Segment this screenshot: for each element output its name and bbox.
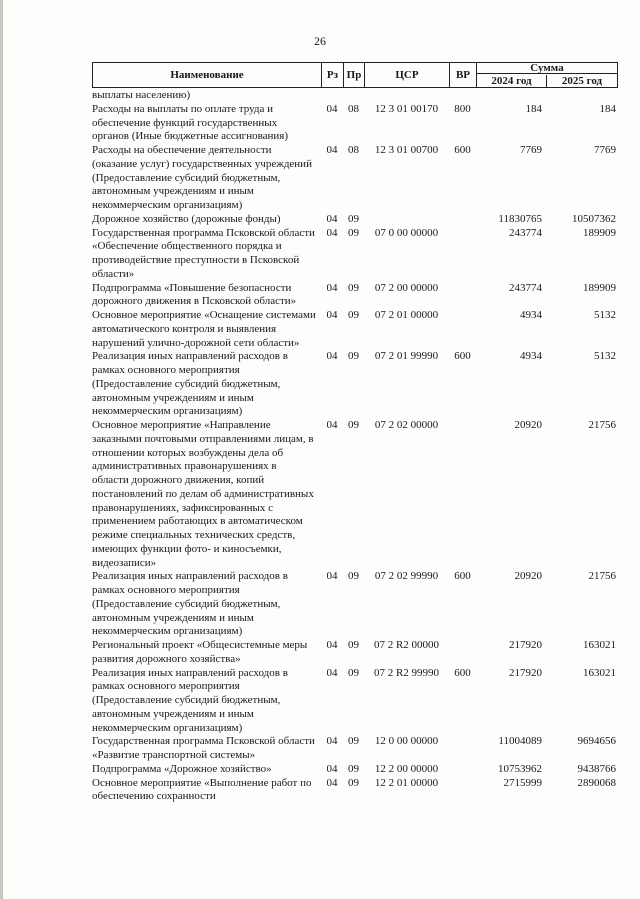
row-sum-2025: 10507362 (572, 212, 616, 225)
row-rz (321, 89, 343, 103)
row-sum-2025: 163021 (583, 666, 616, 679)
row-name: Подпрограмма «Повышение безопасности дорожного движения в Псковской области» (92, 281, 297, 308)
row-csr: 07 2 02 99990 (374, 570, 439, 583)
table-row (92, 570, 618, 639)
row-sum-2024: 4934 (520, 309, 542, 321)
row-vr (449, 639, 476, 667)
row-sum-2024: 217920 (509, 639, 542, 651)
scan-edge (0, 0, 3, 899)
row-name: Подпрограмма «Дорожное хозяйство» (92, 762, 272, 775)
table-row (92, 777, 618, 805)
row-name: Государственная программа Псковской области «Обеспечение общественного порядка и противодействие преступности в Псковской области» (92, 226, 315, 280)
header-year-2024: 2024 год (477, 75, 547, 87)
row-vr (449, 777, 476, 805)
row-csr: 12 3 01 00170 (374, 102, 439, 115)
table-row (92, 309, 618, 350)
row-sum-2025: 163021 (583, 639, 616, 651)
table-row (92, 89, 618, 103)
row-sum-2024: 184 (525, 102, 542, 115)
row-sum-2024: 243774 (509, 226, 542, 239)
row-sum-2025: 21756 (588, 570, 616, 583)
row-csr (364, 89, 449, 103)
row-csr: 07 2 R2 00000 (373, 639, 440, 651)
table-row (92, 763, 618, 777)
row-pr: 09 (348, 226, 359, 239)
row-pr: 09 (348, 762, 359, 775)
row-sum-2025: 7769 (594, 144, 616, 156)
row-name: Дорожное хозяйство (дорожные фонды) (92, 212, 281, 225)
row-vr: 600 (454, 350, 471, 363)
table-row (92, 282, 618, 310)
row-sum-2024: 217920 (509, 666, 542, 679)
row-name: Основное мероприятие «Оснащение системами автоматического контроля и выявления нарушений улично-дорожной сети области» (92, 309, 316, 349)
row-rz: 04 (326, 735, 338, 748)
header-rz: Рз (322, 63, 344, 87)
row-csr: 07 2 00 00000 (374, 281, 439, 294)
row-name: Региональный проект «Общесистемные меры развития дорожного хозяйства» (92, 639, 308, 665)
row-name: Реализация иных направлений расходов в рамках основного мероприятия (Предоставление субсидий бюджетным, автономным учреждениям и иным некоммерческим организациям) (92, 666, 288, 734)
row-vr (449, 309, 476, 350)
row-sum-2025: 5132 (594, 350, 616, 363)
row-pr: 09 (348, 419, 359, 431)
row-name: Реализация иных направлений расходов в рамках основного мероприятия (Предоставление субсидий бюджетным, автономным учреждениям и иным некоммерческим организациям) (92, 350, 288, 418)
row-sum-2024 (476, 89, 546, 103)
row-vr (449, 735, 476, 763)
row-rz: 04 (326, 570, 338, 583)
row-pr: 09 (348, 776, 359, 789)
table-header (92, 62, 618, 88)
row-sum-2024: 2715999 (503, 776, 542, 789)
row-vr (449, 213, 476, 227)
row-csr (364, 213, 449, 227)
row-rz: 04 (326, 144, 338, 156)
row-sum-2025 (546, 89, 616, 103)
row-sum-2024: 11004089 (498, 735, 542, 748)
row-vr (449, 282, 476, 310)
row-csr: 12 0 00 00000 (374, 735, 439, 748)
row-vr (449, 227, 476, 282)
row-sum-2025: 9438766 (577, 762, 616, 775)
row-sum-2024: 7769 (520, 144, 542, 156)
row-pr: 08 (348, 102, 359, 115)
table-row (92, 103, 618, 144)
row-pr: 09 (348, 281, 359, 294)
row-rz: 04 (326, 212, 338, 225)
row-rz: 04 (326, 762, 338, 775)
row-rz: 04 (326, 102, 338, 115)
header-vr: ВР (450, 63, 477, 87)
table-row (92, 227, 618, 282)
row-vr (449, 89, 476, 103)
table-row (92, 667, 618, 736)
page-number: 26 (314, 34, 326, 48)
table-row (92, 419, 618, 570)
row-pr: 09 (348, 639, 359, 651)
row-sum-2024: 243774 (509, 281, 542, 294)
header-name: Наименование (93, 63, 322, 87)
row-rz: 04 (326, 419, 338, 431)
row-pr: 09 (348, 666, 359, 679)
row-pr: 09 (348, 570, 359, 583)
row-sum-2024: 11830765 (498, 212, 542, 225)
row-csr: 12 2 00 00000 (374, 762, 439, 775)
row-sum-2025: 5132 (594, 309, 616, 321)
row-sum-2025: 184 (599, 102, 616, 115)
row-pr (343, 89, 364, 103)
row-sum-2025: 189909 (583, 226, 616, 239)
header-sum: Сумма (477, 63, 617, 74)
row-csr: 07 2 02 00000 (374, 419, 439, 431)
row-vr: 600 (454, 666, 471, 679)
row-name: Государственная программа Псковской области «Развитие транспортной системы» (92, 735, 315, 761)
row-sum-2024: 10753962 (498, 762, 542, 775)
row-csr: 07 2 R2 99990 (373, 666, 440, 679)
row-rz: 04 (326, 639, 338, 651)
row-name: Реализация иных направлений расходов в рамках основного мероприятия (Предоставление субсидий бюджетным, автономным учреждениям и иным некоммерческим организациям) (92, 570, 288, 638)
row-rz: 04 (326, 666, 338, 679)
row-name: Основное мероприятие «Направление заказными почтовыми отправлениями лицам, в отношении которых возбуждены дела об административных правонарушениях в области дорожного движения, копий постановлений по делам об административных правонарушениях, зафиксированных с применением работающих в автоматическом режиме специальных технических средств, имеющих функции фото- и киносъемки, видеозаписи» (92, 419, 314, 569)
table-row (92, 350, 618, 419)
row-rz: 04 (326, 226, 338, 239)
table-body (92, 89, 618, 804)
row-csr: 12 3 01 00700 (374, 144, 439, 156)
row-pr: 09 (348, 309, 359, 321)
row-sum-2024: 4934 (520, 350, 542, 363)
row-sum-2024: 20920 (514, 570, 542, 583)
header-pr: Пр (344, 63, 365, 87)
row-pr: 09 (348, 212, 359, 225)
row-sum-2025: 21756 (588, 419, 616, 431)
table-row (92, 144, 618, 213)
header-csr: ЦСР (365, 63, 450, 87)
row-csr: 07 2 01 99990 (374, 350, 439, 363)
row-rz: 04 (326, 776, 338, 789)
row-name: Расходы на выплаты по оплате труда и обеспечение функций государственных органов (Иные бюджетные ассигнования) (92, 102, 289, 143)
row-name: Основное мероприятие «Выполнение работ по обеспечению сохранности (92, 776, 312, 803)
row-pr: 09 (348, 735, 359, 748)
table-row (92, 735, 618, 763)
table-row (92, 213, 618, 227)
row-sum-2024: 20920 (514, 419, 542, 431)
row-vr (449, 763, 476, 777)
row-rz: 04 (326, 309, 338, 321)
row-pr: 08 (348, 144, 359, 156)
row-sum-2025: 189909 (583, 281, 616, 294)
row-vr: 600 (454, 570, 471, 583)
row-csr: 07 2 01 00000 (374, 309, 439, 321)
row-csr: 12 2 01 00000 (374, 776, 439, 789)
row-rz: 04 (326, 350, 338, 363)
row-vr: 600 (454, 144, 471, 156)
table-row (92, 639, 618, 667)
header-year-2025: 2025 год (561, 75, 603, 87)
row-vr: 800 (454, 102, 471, 115)
row-sum-2025: 9694656 (577, 735, 616, 748)
row-sum-2025: 2890068 (577, 776, 616, 789)
row-name: выплаты населению) (92, 89, 191, 101)
row-vr (449, 419, 476, 570)
row-pr: 09 (348, 350, 359, 363)
row-name: Расходы на обеспечение деятельности (оказание услуг) государственных учреждений (Предоставление субсидий бюджетным, автономным учреждениям и иным некоммерческим организациям) (92, 144, 312, 211)
row-rz: 04 (326, 281, 338, 294)
row-csr: 07 0 00 00000 (374, 226, 439, 239)
